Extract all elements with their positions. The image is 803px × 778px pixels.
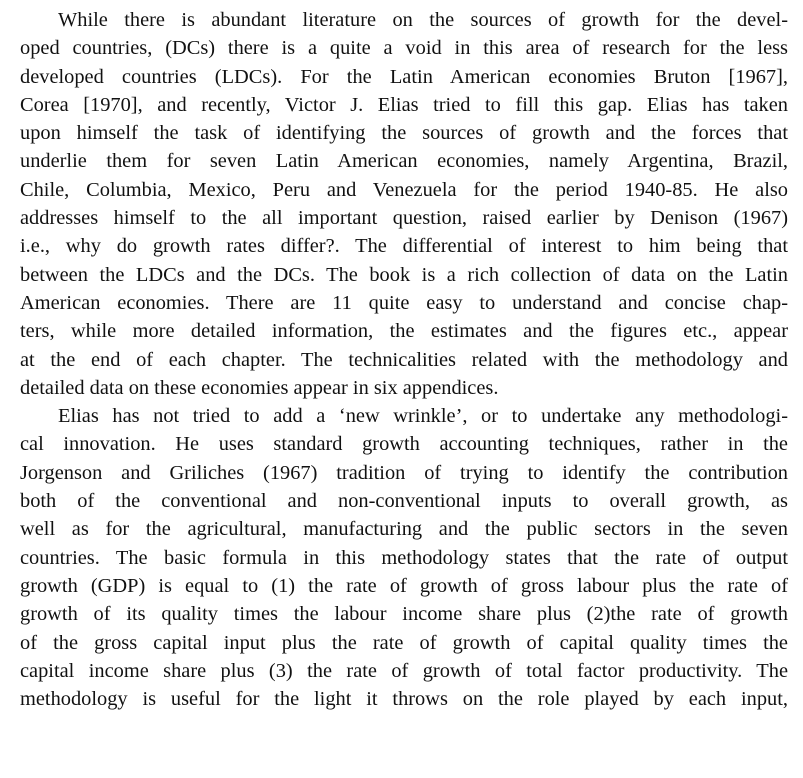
paragraph-2-line-8: growth of its quality times the labour income share plus (2)the rate of growth xyxy=(20,603,788,626)
paragraph-1-line-1: While there is abundant literature on the sources of growth for the devel- xyxy=(58,9,788,31)
paragraph-1-line-5: upon himself the task of identifying the sources of growth and the forces that xyxy=(20,122,788,145)
body-text xyxy=(20,6,788,713)
paragraph-1-line-3: developed countries (LDCs). For the Latin American economies Bruton [1967], xyxy=(20,65,788,88)
paragraph-1-line-11: American economies. There are 11 quite easy to understand and concise chap- xyxy=(20,291,788,314)
paragraph-1-line-4: Corea [1970], and recently, Victor J. Elias tried to fill this gap. Elias has taken xyxy=(20,93,788,116)
paragraph-2-line-7: growth (GDP) is equal to (1) the rate of growth of gross labour plus the rate of xyxy=(20,574,788,597)
paragraph-1-line-12: ters, while more detailed information, the estimates and the figures etc., appear xyxy=(20,320,788,343)
paragraph-1-line-8: addresses himself to the all important question, raised earlier by Denison (1967) xyxy=(20,207,788,230)
paragraph-1-line-2: oped countries, (DCs) there is a quite a void in this area of research for the less xyxy=(20,37,788,60)
paragraph-1-line-7: Chile, Columbia, Mexico, Peru and Venezuela for the period 1940-85. He also xyxy=(20,178,788,201)
paragraph-1-line-10: between the LDCs and the DCs. The book is a rich collection of data on the Latin xyxy=(20,263,788,286)
paragraph-2-line-2: cal innovation. He uses standard growth accounting techniques, rather in the xyxy=(20,433,788,456)
paragraph-2-line-5: well as for the agricultural, manufacturing and the public sectors in the seven xyxy=(20,518,788,541)
paragraph-2-line-6: countries. The basic formula in this methodology states that the rate of output xyxy=(20,546,788,569)
paragraph-2-line-4: both of the conventional and non-conventional inputs to overall growth, as xyxy=(20,490,788,513)
paragraph-2-line-1: Elias has not tried to add a ‘new wrinkle’, or to undertake any methodologi- xyxy=(58,405,788,428)
paragraph-1-line-9: i.e., why do growth rates differ?. The differential of interest to him being that xyxy=(20,235,788,258)
paragraph-2-line-10: capital income share plus (3) the rate of growth of total factor productivity. The xyxy=(20,659,788,682)
paragraph-2-line-11: methodology is useful for the light it throws on the role played by each input, xyxy=(20,688,788,711)
paragraph-1-line-14: detailed data on these economies appear in six appendices. xyxy=(20,376,499,399)
paragraph-2-line-3: Jorgenson and Griliches (1967) tradition of trying to identify the contribution xyxy=(20,461,788,484)
paragraph-2-line-9: of the gross capital input plus the rate of growth of capital quality times the xyxy=(20,631,788,654)
paragraph-1-line-13: at the end of each chapter. The technicalities related with the methodology and xyxy=(20,348,788,371)
paragraph-1-line-6: underlie them for seven Latin American economies, namely Argentina, Brazil, xyxy=(20,150,788,173)
